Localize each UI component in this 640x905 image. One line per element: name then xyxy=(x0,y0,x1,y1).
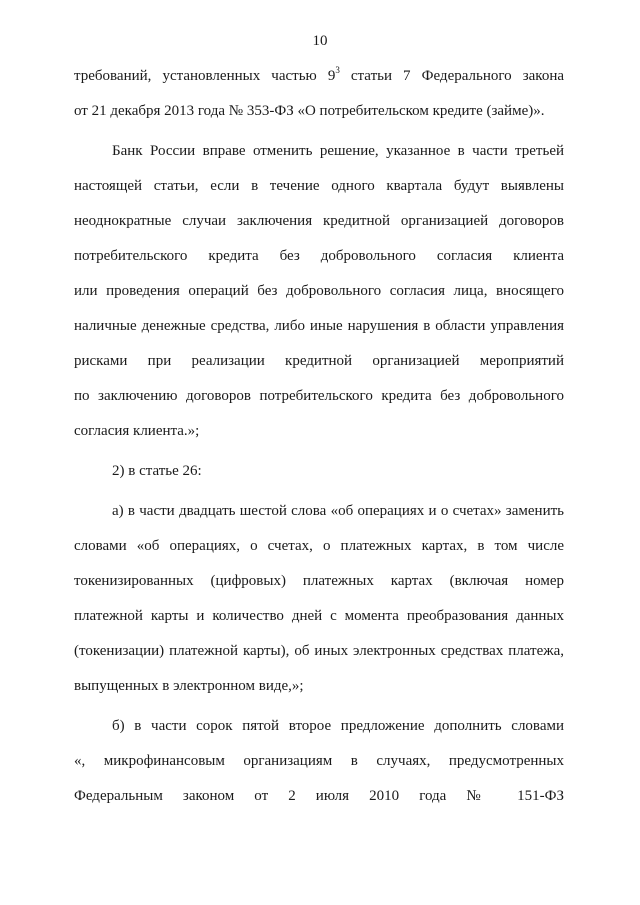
text-line: неоднократные случаи заключения кредитной организацией договоров xyxy=(74,213,564,229)
text-line: настоящей статьи, если в течение одного квартала будут выявлены xyxy=(74,178,564,194)
text-line: Федеральным законом от 2 июля 2010 года № 151-ФЗ xyxy=(74,788,564,804)
text-line: требований, установленных частью $9^3$ статьи 7 Федерального закона xyxy=(74,65,565,84)
page-number: 10 xyxy=(312,33,328,49)
paragraph-first-line: б) в части сорок пятой второе предложение дополнить словами xyxy=(112,718,564,734)
text-line: согласия клиента.»; xyxy=(74,423,200,439)
text-line: выпущенных в электронном виде,»; xyxy=(74,678,304,694)
list-item-heading: 2) в статье 26: xyxy=(112,463,202,479)
text-line: потребительского кредита без добровольного согласия клиента xyxy=(74,248,564,264)
text-line: словами «об операциях, о счетах, о платежных картах, в том числе xyxy=(74,538,564,554)
paragraph-first-line: Банк России вправе отменить решение, указанное в части третьей xyxy=(112,143,564,159)
text-line: (токенизации) платежной карты), об иных электронных средствах платежа, xyxy=(74,643,564,659)
text-line: токенизированных (цифровых) платежных картах (включая номер xyxy=(74,573,564,589)
text-line: от 21 декабря 2013 года № 353-ФЗ «О потребительском кредите (займе)». xyxy=(74,103,545,119)
text-line: наличные денежные средства, либо иные нарушения в области управления xyxy=(74,318,564,334)
text-line: «, микрофинансовым организациям в случаях, предусмотренных xyxy=(74,753,564,769)
superscript: 3 xyxy=(335,65,340,75)
paragraph-first-line: а) в части двадцать шестой слова «об операциях и о счетах» заменить xyxy=(112,503,564,519)
text-line: рисками при реализации кредитной организацией мероприятий xyxy=(74,353,564,369)
text-line: платежной карты и количество дней с момента преобразования данных xyxy=(74,608,564,624)
text-line: по заключению договоров потребительского кредита без добровольного xyxy=(74,388,564,404)
text-line: или проведения операций без добровольного согласия лица, вносящего xyxy=(74,283,564,299)
